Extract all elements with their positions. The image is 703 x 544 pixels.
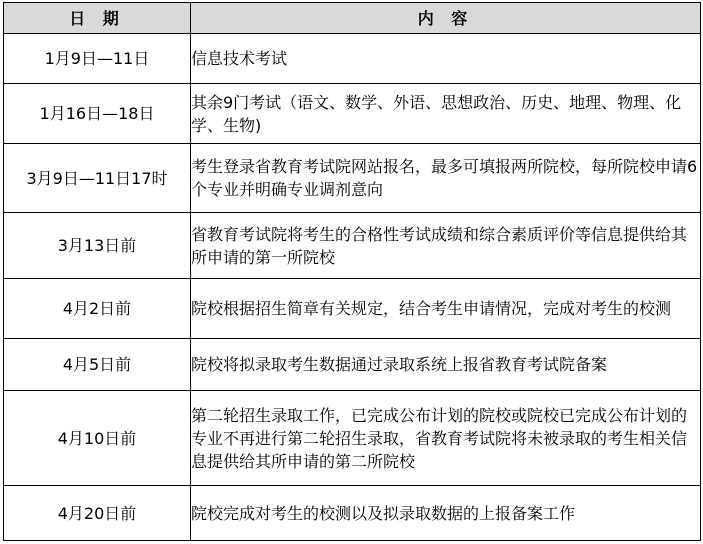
row-content: 考生登录省教育考试院网站报名，最多可填报两所院校，每所院校申请6个专业并明确专业调剂意向 (191, 144, 701, 213)
table-row (4, 84, 701, 144)
row-date: 1月16日—18日 (4, 84, 191, 144)
row-date: 1月9日—11日 (4, 34, 191, 84)
row-date: 4月10日前 (4, 391, 191, 486)
table-row (4, 339, 701, 391)
row-content: 第二轮招生录取工作，已完成公布计划的院校或院校已完成公布计划的专业不再进行第二轮招生录取，省教育考试院将未被录取的考生相关信息提供给其所申请的第二所院校 (191, 391, 701, 486)
row-content: 院校将拟录取考生数据通过录取系统上报省教育考试院备案 (191, 339, 701, 391)
row-date: 3月13日前 (4, 213, 191, 279)
date-column-header: 日 期 (4, 3, 191, 34)
row-content: 省教育考试院将考生的合格性考试成绩和综合素质评价等信息提供给其所申请的第一所院校 (191, 213, 701, 279)
table-row (4, 279, 701, 339)
row-content: 院校根据招生简章有关规定，结合考生申请情况，完成对考生的校测 (191, 279, 701, 339)
row-content: 信息技术考试 (191, 34, 701, 84)
row-date: 3月9日—11日17时 (4, 144, 191, 213)
table-row (4, 34, 701, 84)
table-row (4, 486, 701, 541)
schedule-table (3, 2, 701, 541)
row-date: 4月2日前 (4, 279, 191, 339)
table-row (4, 391, 701, 486)
table-row (4, 213, 701, 279)
row-date: 4月20日前 (4, 486, 191, 541)
row-content: 院校完成对考生的校测以及拟录取数据的上报备案工作 (191, 486, 701, 541)
table-header-row (4, 3, 701, 34)
content-column-header: 内 容 (191, 3, 701, 34)
table-row (4, 144, 701, 213)
row-date: 4月5日前 (4, 339, 191, 391)
row-content: 其余9门考试（语文、数学、外语、思想政治、历史、地理、物理、化学、生物) (191, 84, 701, 144)
